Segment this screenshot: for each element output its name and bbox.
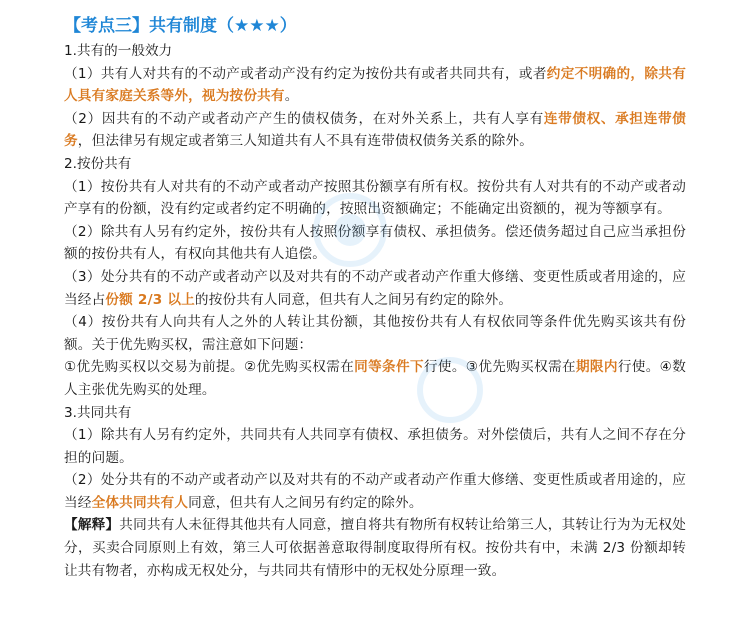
document-page [64,12,686,582]
text-run: 的按份共有人同意，但共有人之间另有约定的除外。 [194,291,513,308]
paragraph-3-2 [64,469,686,514]
explanation-label: 【解释】 [64,517,120,534]
text-run: 行使。④数人主张优先购买的处理。 [64,359,687,398]
section-heading-3: 3.共同共有 [64,404,132,421]
text-run: ，但法律另有规定或者第三人知道共有人不具有连带债权债务关系的除外。 [77,133,533,150]
paragraph-1-2 [64,108,686,153]
highlight-text: 全体共同共有人 [91,494,189,511]
highlight-text: 连带债权、承担连带债务 [64,110,687,150]
paragraph-2-5 [64,356,686,401]
highlight-text: 同等条件下 [354,359,424,376]
paragraph-2-4: （4）按份共有人向共有人之外的人转让其份额，其他按份共有人有权依同等条件优先购买该共有份额。关于优先购买权，需注意如下问题： [64,314,686,353]
highlight-text: 份额 2/3 以上 [105,291,195,308]
paragraph-1-1 [64,63,686,108]
text-run: ①优先购买权以交易为前提。②优先购买权需在 [64,359,355,376]
text-run: 。 [284,88,299,105]
text-run: （1）共有人对共有的不动产或者动产没有约定为按份共有或者共同共有，或者 [64,65,547,82]
explanation-paragraph [64,514,686,582]
text-run: 同意，但共有人之间另有约定的除外。 [188,494,423,511]
paragraph-3-1: （1）除共有人另有约定外，共同共有人共同享有债权、承担债务。对外偿债后，共有人之间不存在分担的问题。 [64,427,686,466]
paragraph-2-3 [64,266,686,311]
section-heading-1: 1.共有的一般效力 [64,43,173,59]
explanation-text: 共同共有人未征得其他共有人同意，擅自将共有物所有权转让给第三人，其转让行为为无权处分，买卖合同原则上有效，第三人可依据善意取得制度取得所有权。按份共有中，未满 2/3 份额却转让共有物者，亦构成无权处分，与共同共有情形中的无权处分原理一致。 [64,517,686,579]
text-run: （3）处分共有的不动产或者动产以及对共有的不动产或者动产作重大修缮、变更性质或者用途的，应当经占 [64,268,686,308]
page-title [64,12,686,40]
section-heading-2: 2.按份共有 [64,155,132,172]
paragraph-2-1: （1）按份共有人对共有的不动产或者动产按照其份额享有所有权。按份共有人对共有的不动产或者动产享有的份额，没有约定或者约定不明确的，按照出资额确定；不能确定出资额的，视为等额享有。 [64,178,686,218]
text-run: 行使。③优先购买权需在 [423,359,576,376]
highlight-text: 约定不明确的，除共有人具有家庭关系等外，视为按份共有 [64,65,686,105]
highlight-text: 期限内 [575,359,618,376]
title-text: 【考点三】共有制度 [64,16,217,36]
text-run: （2）因共有的不动产或者动产产生的债权债务，在对外关系上，共有人享有 [64,110,544,127]
paragraph-2-2: （2）除共有人另有约定外，按份共有人按照份额享有债权、承担债务。偿还债务超过自己应当承担份额的按份共有人，有权向其他共有人追偿。 [64,223,686,263]
text-run: （2）处分共有的不动产或者动产以及对共有的不动产或者动产作重大修缮、变更性质或者用途的，应当经 [64,472,686,511]
star-rating: （★★★） [217,16,297,36]
